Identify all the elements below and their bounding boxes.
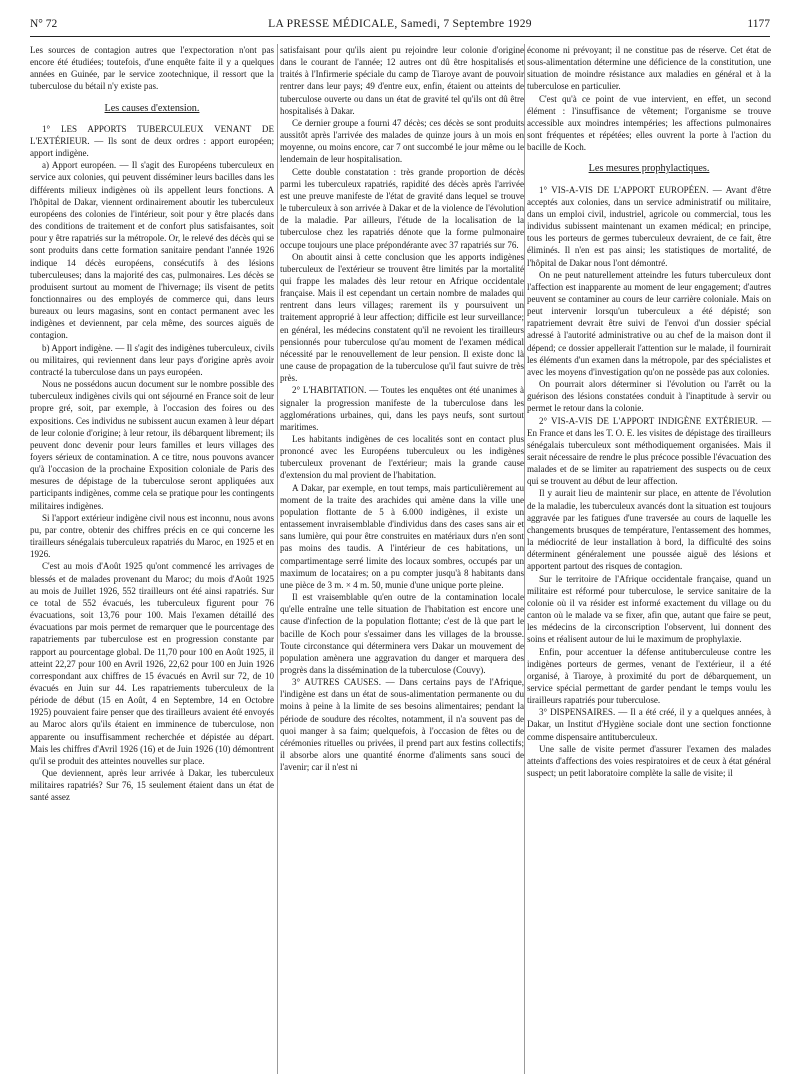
paragraph: a) Apport européen. — Il s'agit des Européens tuberculeux en service aux colonies, qui peuvent disséminer leurs bacilles dans les différents milieux indigènes où ils appellent leurs fonctions. A l'hôpital de Dakar, viennent ordinairement aboutir les tuberculeux européens des colonies de l'intérieur, soit pour y être placés dans des conditions de traitement et de confort plus satisfaisantes, soit pour y être rapatriés sur la métropole. Or, le relevé des décès qui se sont produits dans cette formation sanitaire pendant l'année 1926 indique 14 décès européens, consécutifs à des lésions tuberculeuses; dans la majorité des cas, pulmonaires. Les décès se produisent surtout au moment de l'hivernage; ils visent de petits fonctionnaires ou des employés de commerce qui, dans leurs bureaux ou leurs magasins, sont en contact permanent avec les indigènes et deviennent, par cela même, des sources aiguës de contagion. [30, 160, 274, 341]
paragraph: Nous ne possédons aucun document sur le nombre possible des tuberculeux indigènes civils qui ont séjourné en France soit de leur propre gré, soit, par exemple, à l'occasion des foires ou des expositions. Ces individus ne subissent aucun examen à leur départ de leur colonie d'origine; à leur retour, ils débarquent librement; ils peuvent donc devenir pour leurs familles et leurs villages des foyers sérieux de contamination. A ce titre, nous pouvons avancer qu'à l'occasion de la prochaine Exposition coloniale de Paris des mesures de dépistage de la tuberculose seront appliquées aux participants indigènes, comme cela se pratique pour les contingents militaires indigènes. [30, 379, 274, 511]
paragraph: Il y aurait lieu de maintenir sur place, en attente de l'évolution de la maladie, les tuberculeux avancés dont la situation est toujours aggravée par les fatigues d'une traversée au cours de laquelle les changements brusques de température, l'entassement des hommes, la médiocrité de leur installation à bord, la difficulté des soins déterminent généralement une poussée aiguë des lésions et apportent partout des risques de contagion. [527, 488, 771, 572]
paragraph: Enfin, pour accentuer la défense antituberculeuse contre les indigènes porteurs de germes, venant de l'extérieur, il a été organisé, à Tiaroye, à proximité du port de débarquement, un service spécial permettant de garder pendant le temps voulu les tirailleurs rapatriés pour tuberculose. [527, 646, 771, 706]
column-1 [30, 44, 274, 804]
paragraph: économe ni prévoyant; il ne constitue pas de réserve. Cet état de sous-alimentation détermine une déficience de la constitution, une situation de moindre résistance aux maladies en général et à la tuberculose en particulier. [527, 45, 771, 92]
column-divider [277, 44, 278, 1074]
column-2 [280, 44, 524, 773]
paragraph: b) Apport indigène. — Il s'agit des indigènes tuberculeux, civils ou militaires, qui reviennent dans leur pays d'origine après avoir contracté la tuberculose dans un pays européen. [30, 342, 274, 377]
paragraph: Les sources de contagion autres que l'expectoration n'ont pas encore été étudiées; toutefois, d'une enquête faite il y a quelques années en Guinée, par le service zootechnique, il ressort que la tuberculose du bétail n'y existe pas. [30, 45, 274, 92]
section-heading: Les mesures prophylactiques. [588, 163, 710, 175]
paragraph: Si l'apport extérieur indigène civil nous est inconnu, nous avons pu, par contre, obtenir des chiffres précis en ce qui concerne les tirailleurs sénégalais tuberculeux rapatriés du Maroc, en 1925 et en 1926. [30, 512, 274, 560]
paragraph: 2° VIS-A-VIS DE L'APPORT INDIGÈNE EXTÉRIEUR. — En France et dans les T. O. E. les visites de dépistage des tirailleurs sénégalais tuberculeux sont méthodiquement organisées. Mais il serait nécessaire de rendre le plus précoce possible l'évacuation des malades et de se limiter au rapatriement des suspects ou de ceux qui se trouvent au début de leur affection. [527, 415, 771, 487]
column-3 [527, 44, 771, 779]
issue-number: N° 72 [30, 18, 58, 30]
paragraph: Les habitants indigènes de ces localités sont en contact plus prononcé avec les Européens tuberculeux ou les indigènes tuberculeux provenant de l'extérieur; mais la grande cause d'extension du mal provient de l'habitation. [280, 434, 524, 481]
paragraph: Que deviennent, après leur arrivée à Dakar, les tuberculeux militaires rapatriés? Sur 76, 15 seulement étaient dans un état de santé assez [30, 768, 274, 803]
paragraph: 3° AUTRES CAUSES. — Dans certains pays de l'Afrique, l'indigène est dans un état de sous-alimentation permanente ou du moins à peine à la limite de ses besoins alimentaires; pendant la période de soudure des récoltes, notamment, il n'a souvent pas de quoi manger à sa faim; quelquefois, à l'occasion de fêtes ou de cérémonies rituelles ou privées, il prend part aux festins collectifs; il absorbe alors une quantité énorme d'aliments sans souci de l'avenir; car il n'est ni [280, 677, 524, 773]
header-rule [30, 36, 770, 37]
paragraph: 2° L'HABITATION. — Toutes les enquêtes ont été unanimes à signaler la progression manifeste de la tuberculose dans les agglomérations urbaines, qui, dans les pays neufs, sont surtout maritimes. [280, 385, 524, 432]
paragraph: C'est au mois d'Août 1925 qu'ont commencé les arrivages de blessés et de malades provenant du Maroc; du mois d'Août 1925 au mois de Juillet 1926, 552 tirailleurs ont été ainsi rapatriés. Sur ce total de 552 évacués, les tuberculeux figurent pour 76 évacuations, soit 13,76 pour 100. Mais l'examen détaillé des évacuations par mois permet de remarquer que le pourcentage des rapatriements par tuberculose est en progression constante par rapport au pourcentage global. De 11,70 pour 100 en Août 1925, il atteint 22,27 pour 100 en Avril 1926, 22,62 pour 100 en Juin 1926 correspondant aux chiffres de 15 évacués en Avril sur 72, de 10 évacués en Juin sur 44. Les rapatriements tuberculeux de la période de début (15 en Août, 4 en Septembre, 14 en Octobre 1925) pouvaient faire penser que des tirailleurs avaient été envoyés au Maroc alors qu'ils étaient en imminence de tuberculose, non apparente ou insuffisamment recherchée et dépistée au départ. Mais les chiffres d'Avril 1926 (16) et de Juin 1926 (10) démontrent qu'il se produit des atteintes nouvelles sur place. [30, 561, 274, 766]
paragraph: Cette double constatation : très grande proportion de décès parmi les tuberculeux rapatriés, rapidité des décès après l'arrivée est une preuve manifeste de l'état de gravité dans lequel se trouve le tuberculeux à son arrivée à Dakar et de la violence de l'évolution de la maladie. Par ailleurs, l'étude de la localisation de la tuberculose chez les rapatriés dénote que la forme pulmonaire occupe toujours une place prépondérante avec 37 rapatriés sur 76. [280, 166, 524, 250]
paragraph: Ce dernier groupe a fourni 47 décès; ces décès se sont produits aussitôt après l'arrivée des malades de quinze jours à un mois en moyenne, ou moins encore, car 7 ont succombé le jour même ou le lendemain de leur hospitalisation. [280, 117, 524, 165]
paragraph: 1° VIS-A-VIS DE L'APPORT EUROPÉEN. — Avant d'être acceptés aux colonies, dans un service administratif ou militaire, dans un emploi civil, industriel, agricole ou commercial, tous les individus subissent maintenant un examen médical; en principe, tous les porteurs de germes tuberculeux devraient, de ce fait, être éliminés. Il n'en est pas ainsi; les statistiques de mortalité, de l'hôpital de Dakar nous l'ont démontré. [527, 184, 771, 268]
page-header [30, 18, 770, 36]
paragraph: C'est qu'à ce point de vue intervient, en effet, un second élément : l'insuffisance de vêtement; l'organisme se trouve accessible aux moindres intempéries; les affections pulmonaires sont fréquentes et répétées; elles ouvrent la porte à l'action du bacille de Koch. [527, 93, 771, 153]
paragraph: On aboutit ainsi à cette conclusion que les apports indigènes tuberculeux de l'extérieur se trouvent être limités par la mortalité qui frappe les malades dès leur retour en Afrique occidentale française. Mais il est cependant un certain nombre de malades qui rentrent dans leurs villages; rarement ils y poursuivent un traitement approprié à leur affection; difficile est leur surveillance; en général, les médecins constatent qu'il ne revoient les tirailleurs pensionnés pour tuberculose qu'au moment de l'examen médical nécessité par le renouvellement de leur pension. Il existe donc là une cause de propagation de la tuberculose qu'il faut suivre de très près. [280, 251, 524, 384]
paragraph: Une salle de visite permet d'assurer l'examen des malades atteints d'affections des voies respiratoires et de ceux à état général suspect; un petit laboratoire complète la salle de visite; il [527, 743, 771, 779]
column-divider [524, 44, 525, 1074]
paragraph: 1° LES APPORTS TUBERCULEUX VENANT DE L'EXTÉRIEUR. — Ils sont de deux ordres : apport européen; apport indigène. [30, 123, 274, 159]
section-heading: Les causes d'extension. [104, 102, 200, 114]
paragraph: 3° DISPENSAIRES. — Il a été créé, il y a quelques années, à Dakar, un Institut d'Hygiène sociale dont une section fonctionne comme dispensaire antituberculeux. [527, 707, 771, 742]
paragraph: On pourrait alors déterminer si l'évolution ou l'arrêt ou la guérison des lésions constatées conduit à l'inaptitude à servir ou permet le retour dans la colonie. [527, 379, 771, 414]
journal-title: LA PRESSE MÉDICALE, Samedi, 7 Septembre 1929 [268, 18, 532, 30]
paragraph: Sur le territoire de l'Afrique occidentale française, quand un militaire est réformé pour tuberculose, le service sanitaire de la colonie où il va résider est informé exactement du village ou du canton où le malade va se fixer, afin que, autant que faire se peut, les médecins de la circonscription l'observent, lui donnent des soins et réalisent autour de lui le maximum de prophylaxie. [527, 573, 771, 645]
paragraph: Il est vraisemblable qu'en outre de la contamination locale qu'elle entraîne une telle situation de l'habitation est encore une cause d'infection de la population flottante; c'est de là que part le bacille de Koch pour s'essaimer dans les villages de la brousse. Toute circonstance qui déterminera vers Dakar un mouvement de population amènera une aggravation du danger et marquera des progrès dans la dissémination de la tuberculose (Couvy). [280, 592, 524, 675]
paragraph: A Dakar, par exemple, en tout temps, mais particulièrement au moment de la traite des arachides qui amène dans la ville une population flottante de 5 à 6.000 indigènes, il existe un entassement invraisemblable d'individus dans des cases sans air et sans lumière, qui pour être construites en matériaux durs n'en sont pas moins des taudis. A l'intérieur de ces habitations, un compartimentage serré limite des locaux sombres, occupés par un maximum de locataires; on a pu compter jusqu'à 8 habitants dans une pièce de 3 m. × 4 m. 50, munie d'une unique porte pleine. [280, 482, 524, 590]
page-folio: 1177 [747, 18, 770, 30]
paragraph: satisfaisant pour qu'ils aient pu rejoindre leur colonie d'origine dans le courant de l'année; 12 autres ont dû être hospitalisés et traités à l'Infirmerie spéciale du camp de Tiaroye avant de pouvoir rentrer dans leur pays; 49 d'entre eux, enfin, étaient ou atteints de tuberculose ouverte ou dans un état de gravité tel qu'ils ont dû être hospitalisés à Dakar. [280, 45, 524, 116]
paragraph: On ne peut naturellement atteindre les futurs tuberculeux dont l'affection est inapparente au moment de leur engagement; d'autres peuvent se contaminer au cours de leur carrière coloniale. Mais on peut intervenir lorsqu'un tuberculeux a été dépisté; son rapatriement devrait être suivi de l'envoi d'un dossier spécial adressé à l'autorité administrative ou au chef de la maison dont il dépend; ce dossier appellerait l'attention sur le malade, il fournirait les éléments d'un examen dans la métropole, par des spécialistes et avec les moyens d'investigation qu'on ne possède pas aux colonies. [527, 269, 771, 377]
